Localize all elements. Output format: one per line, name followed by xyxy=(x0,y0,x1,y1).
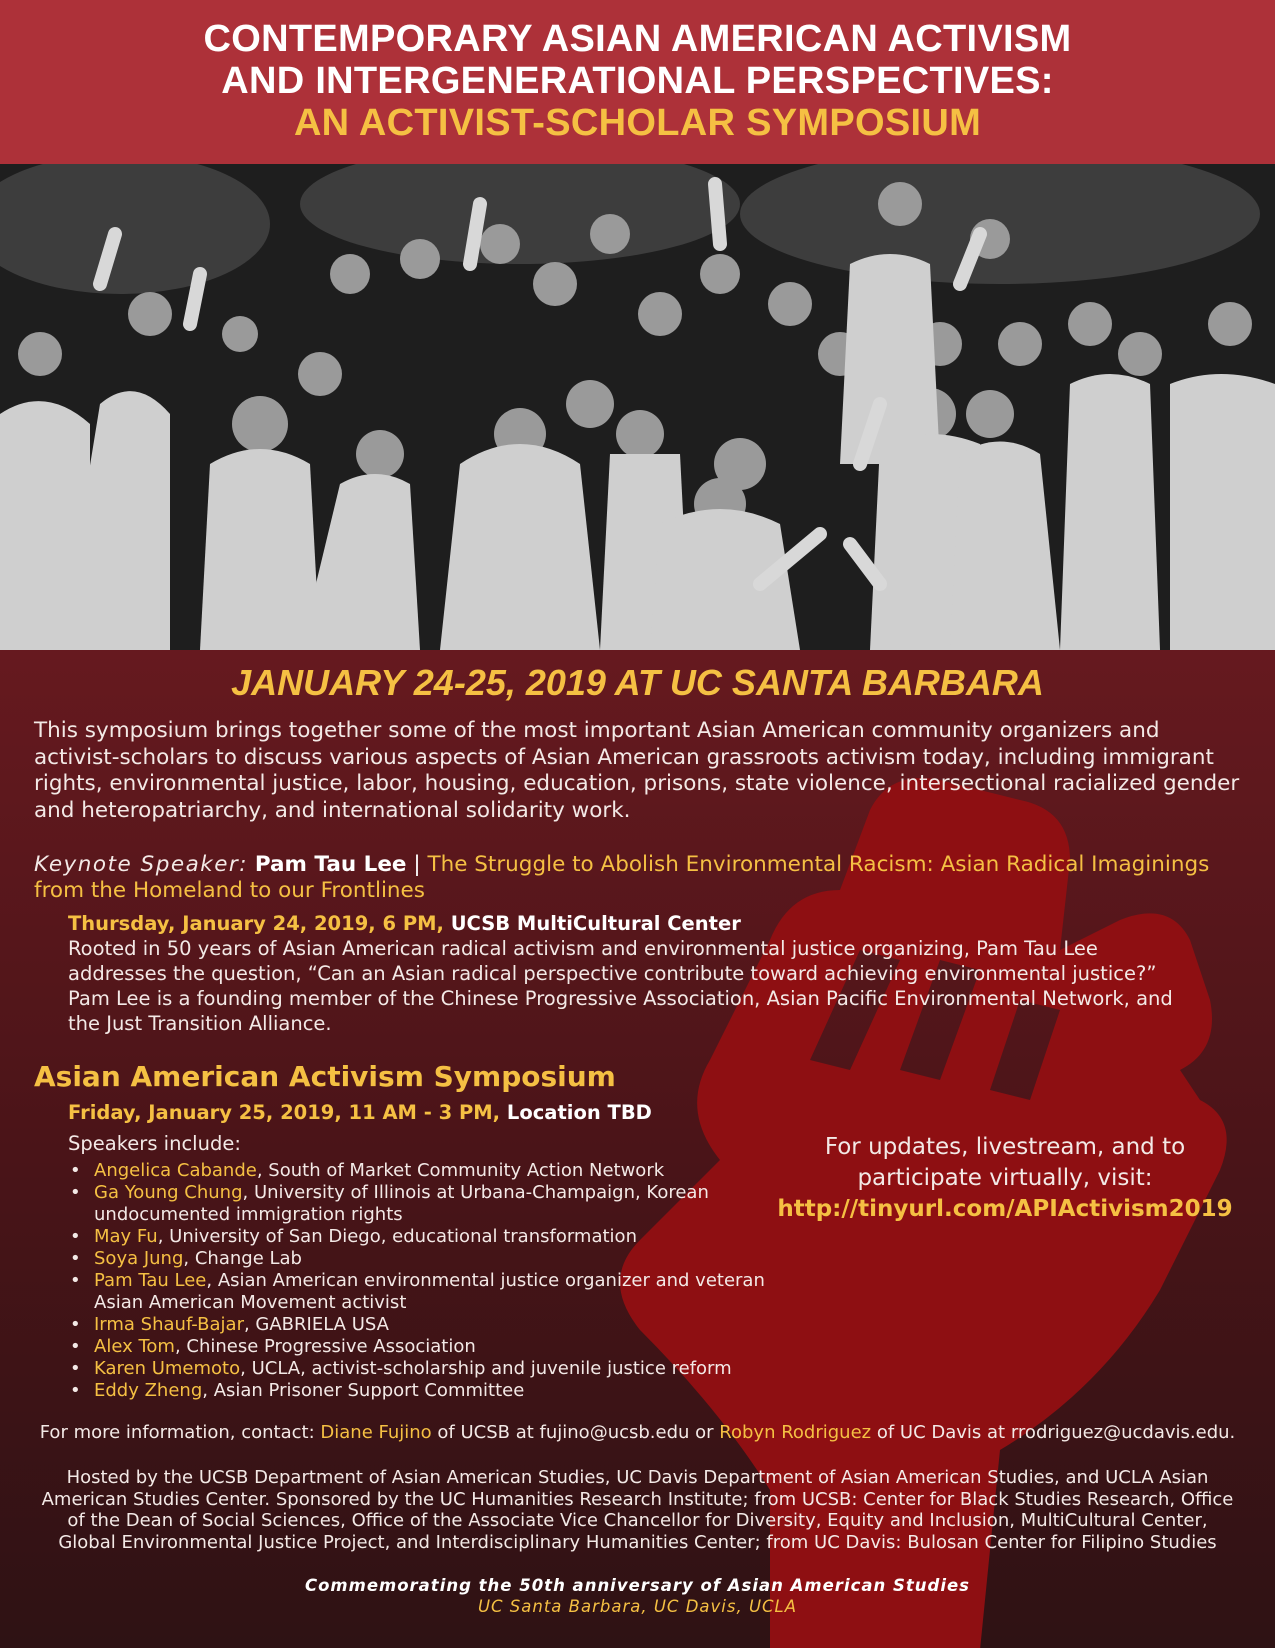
keynote-description: Rooted in 50 years of Asian American radical activism and environmental justice organizing, Pam Tau Lee addresses the question, “Can an Asian radical perspective contribute toward achieving environmental justice?” Pam Lee is a founding member of the Chinese Progressive Association, Asian Pacific Environmental Network, and the Just Transition Alliance. xyxy=(68,937,1173,1035)
keynote-location: UCSB MultiCultural Center xyxy=(450,912,741,935)
title-line-2: AND INTERGENERATIONAL PERSPECTIVES: xyxy=(221,60,1054,102)
keynote-datetime xyxy=(68,912,741,935)
keynote-talk-title: The Struggle to Abolish Environmental Racism: Asian Radical Imaginings from the Homeland to our Frontlines xyxy=(34,852,1210,903)
speaker-name: Ga Young Chung xyxy=(94,1182,243,1203)
speaker-name: Soya Jung xyxy=(94,1248,184,1269)
list-item xyxy=(68,1270,768,1314)
campuses-line: UC Santa Barbara, UC Davis, UCLA xyxy=(477,1597,798,1616)
symposium-location: Location TBD xyxy=(506,1101,652,1124)
commemoration-line: Commemorating the 50th anniversary of Asian American Studies xyxy=(304,1576,970,1595)
speaker-detail: , University of San Diego, educational transformation xyxy=(157,1226,637,1247)
speaker-name: Angelica Cabande xyxy=(94,1160,257,1181)
title-banner xyxy=(0,0,1275,164)
speaker-detail: , Asian Prisoner Support Committee xyxy=(202,1380,525,1401)
speaker-name: Alex Tom xyxy=(94,1336,175,1357)
speaker-detail: , UCLA, activist-scholarship and juvenile justice reform xyxy=(240,1358,732,1379)
contact-person-1: Diane Fujino xyxy=(320,1422,432,1443)
speaker-detail: , South of Market Community Action Network xyxy=(256,1160,665,1181)
speakers-list xyxy=(68,1160,768,1402)
list-item xyxy=(68,1160,768,1182)
speaker-name: May Fu xyxy=(94,1226,158,1247)
activists-group-photo xyxy=(0,164,1275,650)
contact-prefix: For more information, contact: xyxy=(39,1422,321,1443)
updates-line-1: For updates, livestream, and to xyxy=(824,1134,1186,1160)
symposium-datetime xyxy=(68,1101,652,1124)
speaker-detail: , University of Illinois at Urbana-Champaign, Korean undocumented immigration rights xyxy=(94,1182,709,1225)
speaker-detail: , GABRIELA USA xyxy=(243,1314,389,1335)
speaker-name: Irma Shauf-Bajar xyxy=(94,1314,244,1335)
contact-info xyxy=(0,1422,1275,1443)
list-item xyxy=(68,1226,768,1248)
speakers-intro: Speakers include: xyxy=(68,1132,241,1155)
speaker-detail: , Asian American environmental justice organizer and veteran Asian American Movement activist xyxy=(94,1270,765,1313)
keynote-heading xyxy=(34,852,1249,904)
symposium-heading: Asian American Activism Symposium xyxy=(34,1060,616,1093)
contact-middle-1: of UCSB at fujino@ucsb.edu or xyxy=(431,1422,720,1443)
speaker-name: Pam Tau Lee xyxy=(94,1270,207,1291)
livestream-link[interactable]: http://tinyurl.com/APIActivism2019 xyxy=(777,1196,1233,1222)
speaker-name: Eddy Zheng xyxy=(94,1380,203,1401)
speaker-detail: , Chinese Progressive Association xyxy=(174,1336,476,1357)
list-item xyxy=(68,1314,768,1336)
event-dates: JANUARY 24-25, 2019 AT UC SANTA BARBARA xyxy=(231,662,1044,703)
contact-middle-2: of UC Davis at rrodriguez@ucdavis.edu. xyxy=(871,1422,1236,1443)
keynote-label: Keynote Speaker: xyxy=(34,852,249,877)
list-item xyxy=(68,1182,768,1226)
updates-callout xyxy=(760,1132,1250,1225)
list-item xyxy=(68,1358,768,1380)
list-item xyxy=(68,1248,768,1270)
symposium-when: Friday, January 25, 2019, 11 AM - 3 PM, xyxy=(68,1101,501,1124)
speaker-detail: , Change Lab xyxy=(183,1248,302,1269)
sponsors-text: Hosted by the UCSB Department of Asian American Studies, UC Davis Department of Asian American Studies, and UCLA Asian American Studies Center. Sponsored by the UC Humanities Research Institute; from UCSB: Center for Black Studies Research, Office of the Dean of Social Sciences, Office of the Associate Vice Chancellor for Diversity, Equity and Inclusion, MultiCultural Center, Global Environmental Justice Project, and Interdisciplinary Humanities Center; from UC Davis: Bulosan Center for Filipino Studies xyxy=(41,1467,1234,1553)
keynote-separator: | xyxy=(413,852,421,877)
list-item xyxy=(68,1336,768,1358)
keynote-speaker-name: Pam Tau Lee xyxy=(254,852,407,877)
contact-person-2: Robyn Rodriguez xyxy=(719,1422,872,1443)
crowd-silhouette-image xyxy=(0,164,1275,650)
speaker-name: Karen Umemoto xyxy=(94,1358,241,1379)
title-line-1: CONTEMPORARY ASIAN AMERICAN ACTIVISM xyxy=(203,18,1072,60)
updates-line-2: participate virtually, visit: xyxy=(857,1165,1153,1191)
title-line-3: AN ACTIVIST-SCHOLAR SYMPOSIUM xyxy=(293,102,982,144)
symposium-description: This symposium brings together some of the most important Asian American community organizers and activist-scholars to discuss various aspects of Asian American grassroots activism today, including immigrant rights, environmental justice, labor, housing, education, prisons, state violence, intersectional racialized gender and heteropatriarchy, and international solidarity work. xyxy=(34,718,1240,823)
keynote-when: Thursday, January 24, 2019, 6 PM, xyxy=(68,912,444,935)
list-item xyxy=(68,1380,768,1402)
